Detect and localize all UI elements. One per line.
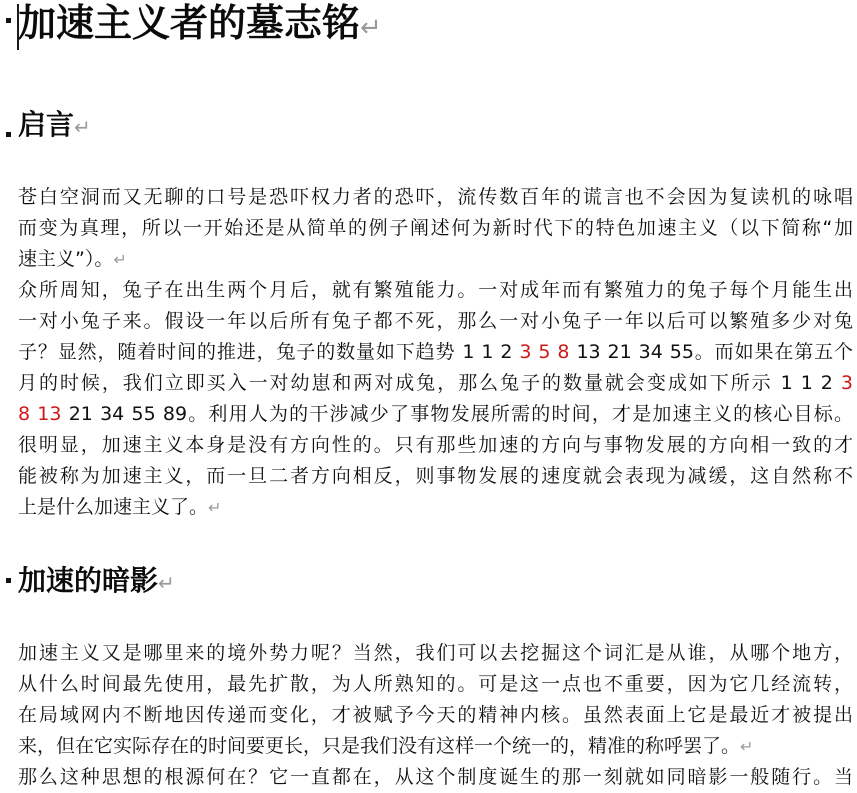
body-line: 很明显，加速主义本身是没有方向性的。只有那些加速的方向与事物发展的方向相一致的才 [18,434,853,456]
body-line: 速主义”）。↵ [18,248,127,270]
document-title-text: 加速主义者的墓志铭 [18,1,361,45]
body-line: 上是什么加速主义了。↵ [18,496,222,518]
highlighted-numbers: 8 13 [18,403,62,425]
section-heading-text: 启言 [18,108,75,141]
paragraph-mark-icon: ↵ [74,115,91,139]
body-line: 而变为真理，所以一开始还是从简单的例子阐述何为新时代下的特色加速主义（以下简称“加 [18,217,853,239]
section-heading-intro[interactable] [18,107,91,145]
body-line: 一对小兔子来。假设一年以后所有兔子都不死，那么一对小兔子一年以后可以繁殖多少对兔 [18,310,853,332]
section-body-shadow[interactable] [18,638,853,793]
body-line: 加速主义又是哪里来的境外势力呢？当然，我们可以去挖掘这个词汇是从谁，从哪个地方， [18,642,853,664]
paragraph-mark-icon: ↵ [360,13,382,43]
body-line: 月的时候，我们立即买入一对幼崽和两对成兔，那么兔子的数量就会变成如下所示 1 1 2 3 [18,372,853,394]
body-line: 来，但在它实际存在的时间要更长，只是我们没有这样一个统一的，精准的称呼罢了。↵ [18,735,754,757]
body-line: 从什么时间最先使用，最先扩散，为人所熟知的。可是这一点也不重要，因为它几经流转， [18,673,853,695]
document-title[interactable] [18,0,382,51]
highlighted-numbers: 3 5 8 [519,341,570,363]
body-line: 众所周知，兔子在出生两个月后，就有繁殖能力。一对成年而有繁殖力的兔子每个月能生出 [18,279,853,301]
section-body-intro[interactable] [18,182,853,523]
heading-bullet-marker [6,18,11,23]
body-line: 能被称为加速主义，而一旦二者方向相反，则事物发展的速度就会表现为减缓，这自然称不 [18,465,853,487]
body-line: 子？显然，随着时间的推进，兔子的数量如下趋势 1 1 2 3 5 8 13 21 34 55。而如果在第五个 [18,341,853,363]
heading-bullet-marker [6,132,11,137]
highlighted-numbers: 3 [840,372,853,394]
body-line: 8 13 21 34 55 89。利用人为的干涉减少了事物发展所需的时间，才是加速主义的核心目标。 [18,403,853,425]
paragraph-mark-icon: ↵ [113,250,127,269]
section-heading-text: 加速的暗影 [18,564,159,597]
body-line: 苍白空洞而又无聊的口号是恐吓权力者的恐吓，流传数百年的谎言也不会因为复读机的咏唱 [18,186,853,208]
body-line: 在局域网内不断地因传递而变化，才被赋予今天的精神内核。虽然表面上它是最近才被提出 [18,704,853,726]
heading-bullet-marker [6,578,11,583]
paragraph-mark-icon: ↵ [740,737,754,756]
section-heading-shadow[interactable] [18,563,175,601]
paragraph-mark-icon: ↵ [158,571,175,595]
body-line: 那么这种思想的根源何在？它一直都在，从这个制度诞生的那一刻就如同暗影一般随行。当 [18,766,853,788]
paragraph-mark-icon: ↵ [208,498,222,517]
